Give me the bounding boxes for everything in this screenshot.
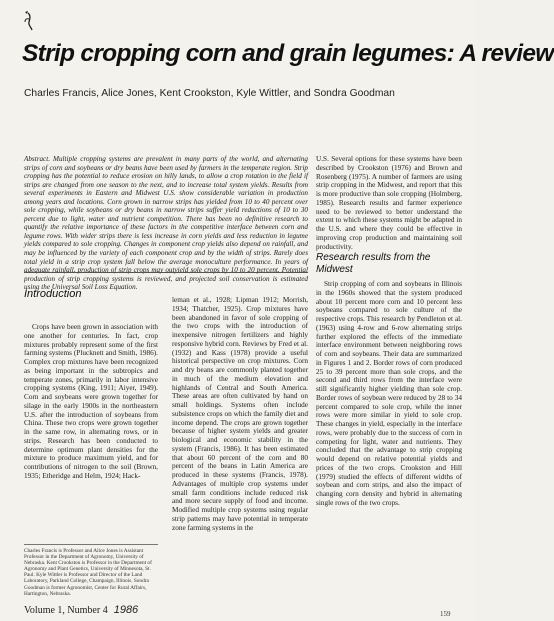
left-column: Crops have been grown in association with one another for centuries. In fact, crop mixtures probably represent some of the first farming systems (Plucknett and Smith, 1986). Complex crop mixtures have been recognized as being important in the subtropics and temperate zones, primarily in labor intensive cropping systems (King, 1911; Aiyer, 1949). Corn and soybeans were grown together for silage in the early 1900s in the northeastern U.S. after the introduction of soybeans from China. These two crops were grown together in the same row, in alternating rows, or in strips. Research has been conducted to determine optimum plant densities for the mixture to produce maximum yield, and for contributions of nitrogen to the soil (Brown, 1935; Etheridge and Helm, 1924; Hack- [24,323,158,480]
author-footnote: Charles Francis is Professor and Alice Jones is Assistant Professor in the Department of Agronomy, University of Nebraska. Kent Crookston is Professor in the Department of Agronomy and Plant Genetics, University of Minnesota, St. Paul. Kyle Wittler is Professor and Director of the Land Laboratory, Parkland College, Champaign, Illinois. Sondra Goodman is former Agronomist, Center for Rural Affairs, Hartington, Nebraska. [24,544,158,597]
footer-volume: Volume 1, Number 4 [24,605,108,616]
page-number: 159 [440,610,451,618]
article-authors: Charles Francis, Alice Jones, Kent Crookston, Kyle Wittler, and Sondra Goodman [24,88,395,99]
right-column-top: U.S. Several options for these systems have been described by Crookston (1976) and Brown and Rosenberg (1975). A number of farmers are using strip cropping in the Midwest, and report that this is more productive than sole cropping (Holmberg, 1985). Research results and farmer experience need to be reviewed to better understand the extent to which these systems might be adapted in the U.S. and where they could be effective in improving crop production and maintaining soil productivity. [316,155,462,251]
right-column-body: Strip cropping of corn and soybeans in Illinois in the 1960s showed that the system produced about 10 percent more corn and 10 percent less soybeans compared to sole culture of the respective crops. This research by Pendleton et al. (1963) using 4-row and 6-row alternating strips further explored the effects of the immediate interface environment between neighboring rows of corn and soybeans. Their data are summarized in Figures 1 and 2. Border rows of corn produced 25 to 39 percent more than sole crops, and the second and third rows from the interface were still significantly higher yielding than sole crop. Border rows of soybean were reduced by 28 to 34 percent compared to sole crop, while the inner rows were more similar in yield to sole crop. These changes in yield, especially in the interface rows, were probably due to the success of corn in competing for light, water and nutrients. They concluded that the advantage to strip cropping would depend on relative potential yields and prices of the two crops. Crookston and Hill (1979) studied the effects of different widths of soybean and corn strips, and also the impact of changing corn density and hybrid in alternating single rows of the two crops. [316,280,462,507]
footer-year: 1986 [113,604,139,616]
page-footer [24,604,138,616]
middle-column: leman et al., 1928; Lipman 1912; Morrish, 1934; Thatcher, 1925). Crop mixtures have been abandoned in favor of sole cropping of the two crops with the introduction of inexpensive nitrogen fertilizers and highly responsive hybrid corn. Reviews by Fred et al. (1932) and Kass (1978) provide a useful historical perspective on crop mixtures. Corn and dry beans are commonly planted together in much of the medium elevation and highlands of Central and South America. These areas are often cultivated by hand on small holdings. Systems often include subsistence crops on which the family diet and income depend. The crops are grown together because of higher system yields and greater biological and economic stability in the system (Francis, 1986). It has been estimated that about 60 percent of the corn and 80 percent of the beans in Latin America are produced in these systems (Francis, 1978). Advantages of multiple crop systems under small farm conditions include reduced risk and more secure supply of food and income. Modified multiple crop systems using regular strip patterns may have potential in temperate zone farming systems in the [172,296,308,532]
heading-introduction: Introduction [24,288,82,300]
article-title: Strip cropping corn and grain legumes: A review [22,40,554,67]
heading-research-results: Research results from the Midwest [316,252,431,275]
abstract: Abstract. Multiple cropping systems are prevalent in many parts of the world, and alternating strips of corn and soybeans or dry beans have been used by farmers in the temperate region. Strip cropping has the potential to reduce erosion on hilly lands, to allow a crop rotation in the field if strips are changed from one season to the next, and to increase total system yields. Results from several experiments in Eastern and Midwest U.S. show considerable variation in production among years and locations. Corn grown in narrow strips has yielded from 10 to 40 percent over sole cropping, while soybeans or dry beans in narrow strips suffer yield reductions of 10 to 30 percent due to light, water and nutrient competition. There has been no definitive research to quantify the relative importance of these factors in the competitive interface between corn and legume rows. With wider strips there is less increase in corn yields and less reduction in legume yields compared to sole cropping. Changes in component crop yields also depend on rainfall, and may be influenced by the variety of each component crop and by the width of strips. Rarely does total yield in a strip crop system fall below the average monoculture performance. In years of adequate rainfall, production of strip crops may outyield sole crops by 10 to 20 percent. Potential production of strip cropping systems is reviewed, and projected soil conservation is estimated using the Universal Soil Loss Equation. [24,155,308,292]
abstract-divider [24,272,308,273]
journal-logo-icon [22,10,38,32]
